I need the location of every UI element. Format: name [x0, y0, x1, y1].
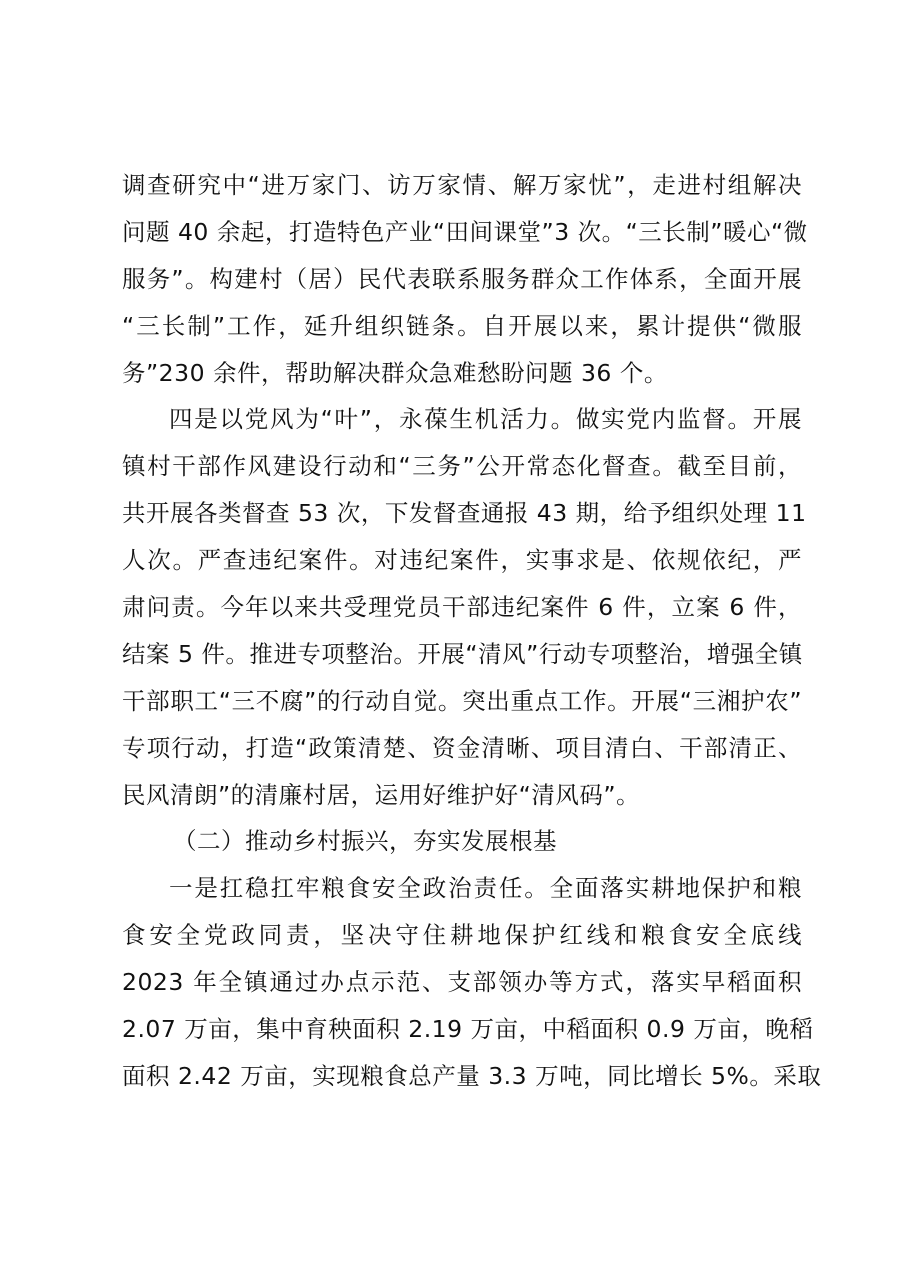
paragraph-line: “三长制”工作，延升组织链条。自开展以来，累计提供“微服 [122, 311, 802, 340]
paragraph-line: 2.07 万亩，集中育秧面积 2.19 万亩，中稻面积 0.9 万亩，晚稻 [122, 1015, 814, 1044]
document-body [122, 162, 822, 1100]
paragraph-line: 民风清朗”的清廉村居，运用好维护好“清风码”。 [122, 780, 641, 809]
paragraph-line: 食安全党政同责，坚决守住耕地保护红线和粮食安全底线 [122, 921, 802, 950]
paragraph-line: 问题 40 余起，打造特色产业“田间课堂”3 次。“三长制”暖心“微 [122, 217, 808, 246]
paragraph-line: 人次。严查违纪案件。对违纪案件，实事求是、依规依纪，严 [122, 546, 802, 575]
paragraph-line: 2023 年全镇通过办点示范、支部领办等方式，落实早稻面积 [122, 968, 802, 997]
paragraph-line: 服务”。构建村（居）民代表联系服务群众工作体系，全面开展 [122, 264, 802, 293]
paragraph-line: 肃问责。今年以来共受理党员干部违纪案件 6 件，立案 6 件， [122, 593, 802, 622]
paragraph-line: 结案 5 件。推进专项整治。开展“清风”行动专项整治，增强全镇 [122, 639, 803, 668]
paragraph-line: 镇村干部作风建设行动和“三务”公开常态化督查。截至目前， [122, 452, 802, 481]
paragraph-line: 务”230 余件，帮助解决群众急难愁盼问题 36 个。 [122, 358, 668, 387]
section-heading: （二）推动乡村振兴，夯实发展根基 [173, 827, 557, 856]
paragraph-line: 共开展各类督查 53 次，下发督查通报 43 期，给予组织处理 11 [122, 499, 807, 528]
paragraph-line: 专项行动，打造“政策清楚、资金清晰、项目清白、干部清正、 [122, 733, 802, 762]
paragraph-line: 调查研究中“进万家门、访万家情、解万家忧”，走进村组解决 [122, 171, 802, 199]
paragraph-line: 干部职工“三不腐”的行动自觉。突出重点工作。开展“三湘护农” [122, 686, 802, 715]
paragraph-line: 四是以党风为“叶”，永葆生机活力。做实党内监督。开展 [169, 405, 802, 434]
paragraph-line: 一是扛稳扛牢粮食安全政治责任。全面落实耕地保护和粮 [169, 874, 802, 903]
paragraph-line: 面积 2.42 万亩，实现粮食总产量 3.3 万吨，同比增长 5%。采取 [122, 1061, 822, 1090]
